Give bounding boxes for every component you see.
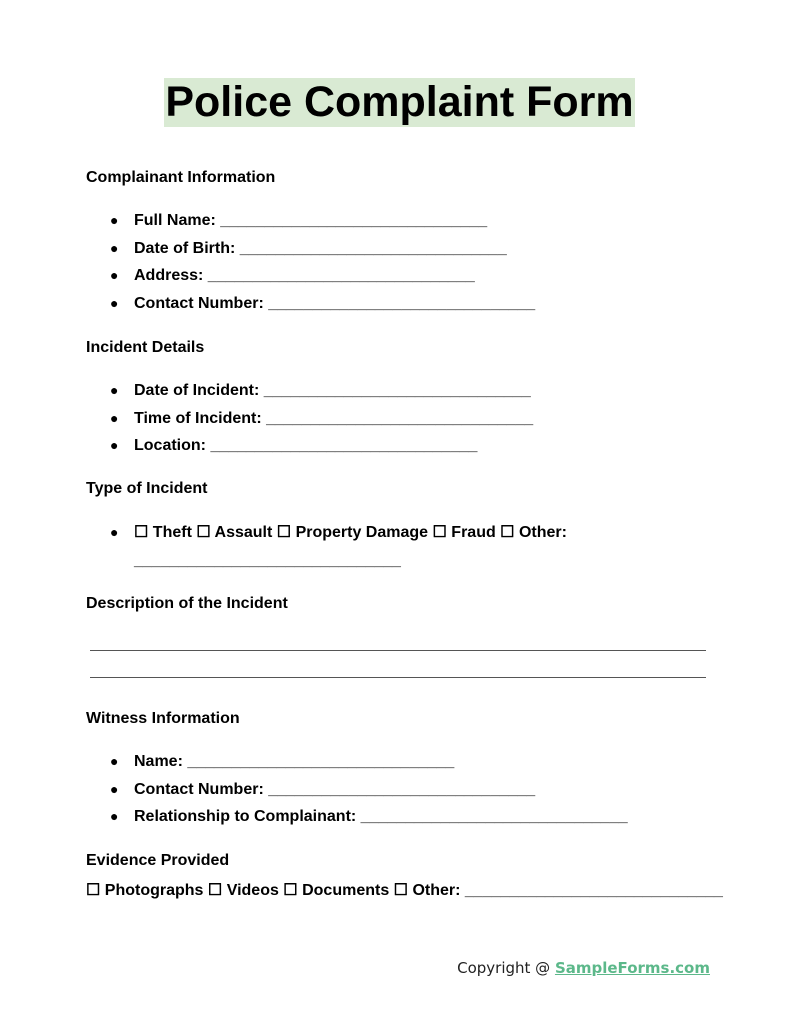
list-item[interactable] [86,207,535,235]
section-heading-incident: Incident Details [86,339,205,356]
other-type-blank: ______________________________ [134,551,401,569]
list-item[interactable] [86,519,567,547]
bullet-icon: ● [110,409,119,426]
section-heading-description: Description of the Incident [86,595,288,612]
list-item[interactable] [86,776,628,804]
section-heading-complainant: Complainant Information [86,169,276,186]
list-item[interactable] [86,748,628,776]
list-item[interactable] [86,262,535,290]
bullet-icon: ● [110,267,119,284]
type-list [86,519,567,574]
bullet-icon: ● [110,294,119,311]
sampleforms-link[interactable]: SampleForms.com [554,959,710,977]
complainant-list [86,207,535,317]
page-title: Police Complaint Form [165,78,634,126]
evidence-options[interactable]: ☐ Photographs ☐ Videos ☐ Documents ☐ Other: _____________________________ [86,882,723,899]
list-item[interactable] [86,377,533,405]
witness-list [86,748,628,831]
field-witness-relationship: Relationship to Complainant: ______________________________ [134,808,628,826]
bullet-icon: ● [110,808,119,825]
field-location: Location: ______________________________ [134,437,478,455]
incident-list [86,377,533,460]
field-witness-name: Name: ______________________________ [134,753,455,770]
field-date-of-birth: Date of Birth: ______________________________ [134,239,507,257]
incident-type-options: ☐ Theft ☐ Assault ☐ Property Damage ☐ Fraud ☐ Other: [134,524,567,541]
description-line-2[interactable] [90,677,706,678]
section-heading-type: Type of Incident [86,480,208,497]
bullet-icon: ● [110,239,119,256]
field-address: Address: ______________________________ [134,267,475,285]
field-full-name: Full Name: ______________________________ [134,212,488,229]
list-item[interactable] [86,432,533,460]
bullet-icon: ● [110,753,119,769]
field-contact-number: Contact Number: ______________________________ [134,294,536,312]
list-item[interactable] [86,235,535,263]
section-heading-witness: Witness Information [86,710,240,727]
list-item[interactable] [86,405,533,433]
field-witness-contact: Contact Number: ______________________________ [134,780,536,798]
description-line-1[interactable] [90,650,706,651]
bullet-icon: ● [110,212,119,228]
list-item[interactable] [86,547,567,575]
bullet-icon: ● [110,524,119,540]
bullet-icon: ● [110,780,119,797]
title-container [0,78,799,127]
copyright-prefix: Copyright @ [457,959,555,977]
copyright-footer [457,959,710,977]
bullet-icon: ● [110,382,119,398]
bullet-icon: ● [110,437,119,454]
list-item[interactable] [86,803,628,831]
field-date-of-incident: Date of Incident: ______________________________ [134,382,531,399]
list-item[interactable] [86,290,535,318]
section-heading-evidence: Evidence Provided [86,852,230,869]
field-time-of-incident: Time of Incident: ______________________________ [134,409,534,427]
